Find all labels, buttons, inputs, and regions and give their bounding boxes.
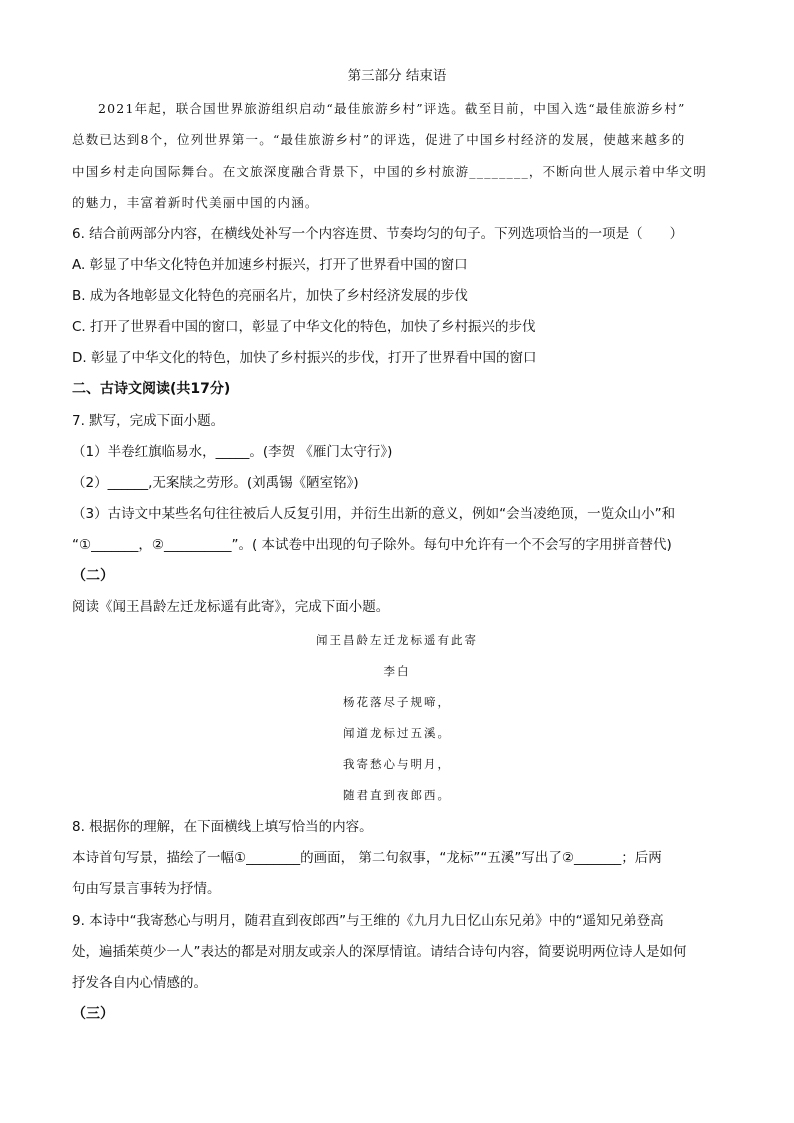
question-6-option-a: A. 彰显了中华文化特色并加速乡村振兴，打开了世界看中国的窗口 bbox=[72, 257, 468, 273]
subsection-2-title: （二） bbox=[72, 568, 114, 584]
passage-line-1: 2021年起，联合国世界旅游组织启动“最佳旅游乡村”评选。截至目前，中国入选“最佳旅游乡村” bbox=[98, 101, 686, 116]
question-7-item-2: （2）______,无案牍之劳形。(刘禹锡《陋室铭》) bbox=[72, 475, 359, 491]
question-9-line-1: 9. 本诗中“我寄愁心与明月，随君直到夜郎西”与王维的《九月九日忆山东兄弟》中的“遥知兄弟登高 bbox=[72, 913, 664, 929]
question-6-stem: 6. 结合前两部分内容，在横线处补写一个内容连贯、节奏均匀的句子。下列选项恰当的一项是（ ） bbox=[72, 226, 684, 242]
question-7-stem: 7. 默写，完成下面小题。 bbox=[72, 413, 225, 429]
poem-line-2: 闻道龙标过五溪。 bbox=[343, 726, 451, 740]
question-6-option-c: C. 打开了世界看中国的窗口，彰显了中华文化的特色，加快了乡村振兴的步伐 bbox=[72, 319, 536, 335]
question-7-item-3-line-2: “①_______，②__________”。( 本试卷中出现的句子除外。每句中允许有一个不会写的字用拼音替代) bbox=[72, 537, 672, 553]
poem-line-3: 我寄愁心与明月， bbox=[343, 757, 451, 771]
poem-title: 闻王昌龄左迁龙标遥有此寄 bbox=[316, 633, 478, 647]
reading-intro: 阅读《闻王昌龄左迁龙标遥有此寄》，完成下面小题。 bbox=[72, 599, 390, 615]
section-2-title: 二、古诗文阅读(共17分) bbox=[72, 381, 231, 397]
passage-line-3: 中国乡村走向国际舞台。在文旅深度融合背景下，中国的乡村旅游________，不断向世人展示着中华文明 bbox=[72, 164, 708, 179]
question-9-line-2: 处，遍插茱萸少一人”表达的都是对朋友或亲人的深厚情谊。请结合诗句内容，简要说明两位诗人是如何 bbox=[72, 944, 687, 960]
poem-line-1: 杨花落尽子规啼， bbox=[343, 695, 451, 709]
question-9-line-3: 抒发各自内心情感的。 bbox=[72, 975, 207, 991]
question-7-item-3-line-1: （3）古诗文中某些名句往往被后人反复引用，并衍生出新的意义，例如“会当凌绝顶，一览众山小”和 bbox=[72, 506, 676, 522]
passage-line-2: 总数已达到8个，位列世界第一。“最佳旅游乡村”的评选，促进了中国乡村经济的发展，使越来越多的 bbox=[72, 132, 686, 147]
question-6-option-b: B. 成为各地彰显文化特色的亮丽名片，加快了乡村经济发展的步伐 bbox=[72, 288, 468, 304]
question-6-option-d: D. 彰显了中华文化的特色，加快了乡村振兴的步伐，打开了世界看中国的窗口 bbox=[72, 350, 537, 366]
poem-line-4: 随君直到夜郎西。 bbox=[343, 788, 451, 802]
passage-line-4: 的魅力，丰富着新时代美丽中国的内涵。 bbox=[72, 195, 319, 210]
subsection-3-title: （三） bbox=[72, 1006, 114, 1022]
question-7-item-1: （1）半卷红旗临易水，_____。(李贺 《雁门太守行》) bbox=[72, 444, 393, 460]
part3-title: 第三部分 结束语 bbox=[347, 68, 447, 84]
question-8-line-2: 句由写景言事转为抒情。 bbox=[72, 881, 221, 897]
poem-author: 李白 bbox=[383, 664, 411, 678]
question-8-line-1: 本诗首句写景，描绘了一幅①________的画面， 第二句叙事，“龙标”“五溪”写出了②_______；后两 bbox=[72, 850, 662, 866]
question-8-stem: 8. 根据你的理解，在下面横线上填写恰当的内容。 bbox=[72, 819, 373, 835]
